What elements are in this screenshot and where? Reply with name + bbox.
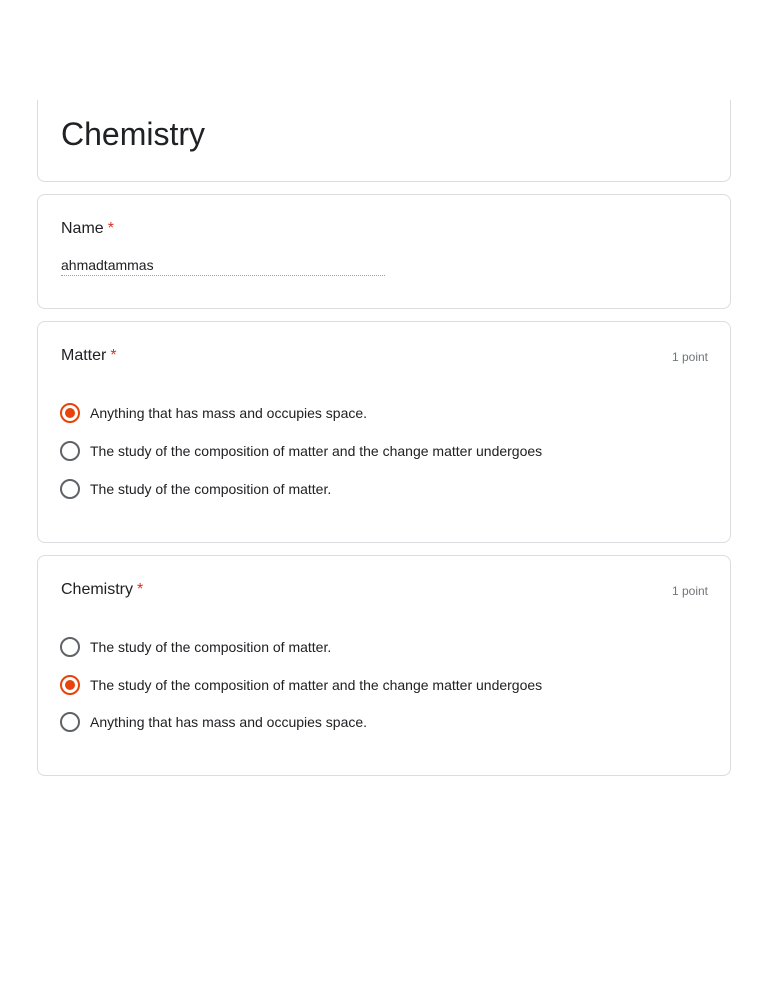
- form-title: Chemistry: [61, 116, 206, 152]
- radio-option-label[interactable]: Anything that has mass and occupies space.: [90, 405, 368, 421]
- question-card-chemistry: [37, 555, 731, 776]
- required-asterisk: *: [107, 220, 114, 237]
- radio-option[interactable]: [60, 636, 331, 658]
- radio-option-label[interactable]: The study of the composition of matter and the change matter undergoes: [90, 677, 543, 693]
- radio-option-label[interactable]: The study of the composition of matter and the change matter undergoes: [90, 443, 543, 459]
- radio-checked-icon[interactable]: [60, 675, 80, 695]
- question-card-matter: [37, 321, 731, 543]
- required-asterisk: *: [110, 347, 117, 364]
- radio-unchecked-icon[interactable]: [60, 712, 80, 732]
- radio-option[interactable]: [60, 711, 367, 733]
- radio-option-label[interactable]: The study of the composition of matter.: [90, 481, 332, 497]
- radio-unchecked-icon[interactable]: [60, 637, 80, 657]
- radio-option-label[interactable]: Anything that has mass and occupies space.: [90, 714, 368, 730]
- radio-option[interactable]: [60, 440, 542, 462]
- question-points: 1 point: [671, 350, 708, 364]
- question-label: Matter: [61, 347, 107, 364]
- name-question-title: [61, 219, 114, 239]
- question-points: 1 point: [671, 584, 708, 598]
- radio-option-label[interactable]: The study of the composition of matter.: [90, 639, 332, 655]
- name-answer-field[interactable]: ahmadtammas: [61, 256, 385, 276]
- name-question-card: [37, 194, 731, 309]
- radio-unchecked-icon[interactable]: [60, 479, 80, 499]
- radio-option[interactable]: [60, 674, 542, 696]
- radio-checked-icon[interactable]: [60, 403, 80, 423]
- form-title-card: [37, 100, 731, 182]
- question-title: [61, 346, 117, 366]
- radio-unchecked-icon[interactable]: [60, 441, 80, 461]
- required-asterisk: *: [137, 581, 144, 598]
- radio-option[interactable]: [60, 478, 331, 500]
- question-title: [61, 580, 143, 600]
- question-label: Chemistry: [61, 581, 134, 598]
- radio-option[interactable]: [60, 402, 367, 424]
- name-question-label: Name: [61, 220, 104, 237]
